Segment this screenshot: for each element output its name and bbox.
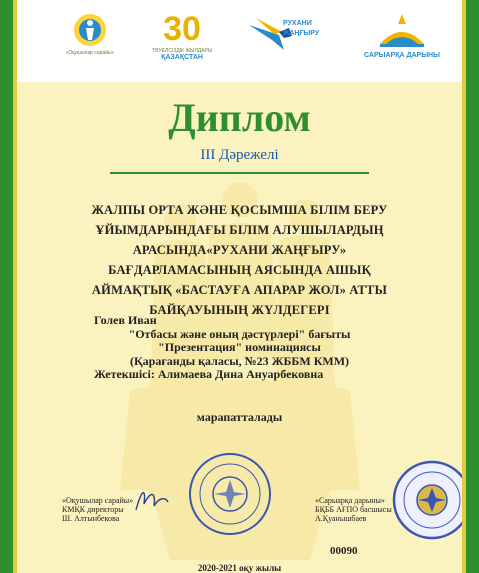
left-signatory-line: Ш. Алтынбекова: [62, 514, 120, 523]
logo-palace-of-students: [45, 10, 135, 76]
left-handwritten-signature: [132, 482, 172, 516]
right-signatory-line: «Сарыарқа дарыны»: [315, 496, 385, 505]
body-line: АРАСЫНДА«РУХАНИ ЖАҢҒЫРУ»: [132, 243, 347, 257]
body-line: ЖАЛПЫ ОРТА ЖӘНЕ ҚОСЫМША БІЛІМ БЕРУ: [91, 203, 388, 217]
left-signatory-line: КМҚК директоры: [62, 505, 124, 514]
saryarka-caption: САРЫАРҚА ДАРЫНЫ: [364, 52, 440, 59]
title-underline: [110, 172, 369, 174]
right-signatory-line: БҚББ АҒПО басшысы: [315, 505, 392, 514]
left-signatory-line: «Оқушылар сарайы»: [62, 496, 134, 505]
right-inner-border: [462, 0, 466, 573]
right-signatory-line: А.Қуанышбаев: [315, 514, 367, 523]
right-seal-icon: [392, 458, 462, 542]
recipient-school: (Қарағанды қаласы, №23 ЖББМ КММ): [129, 353, 350, 368]
awarded-text: марапатталады: [196, 410, 283, 424]
recipient-block: [80, 314, 399, 382]
body-line: АЙМАҚТЫҚ «БАСТАУҒА АПАРАР ЖОЛ» АТТЫ: [91, 283, 388, 297]
left-inner-border: [13, 0, 17, 573]
diploma-title: Диплом: [168, 95, 311, 140]
logo-30-years: [137, 10, 227, 76]
right-border: [466, 0, 479, 573]
thirty-caption-top: ТӘУЕЛСІЗДІК ЖЫЛДАРЫ: [151, 48, 213, 54]
thirty-label: 30: [163, 10, 201, 48]
logo-saryarka-daryny: [357, 10, 447, 76]
left-border: [0, 0, 13, 573]
diploma-body: [80, 200, 399, 320]
palace-logo-caption: «Оқушылар сарайы»: [65, 50, 115, 56]
recipient-name: Голев Иван: [94, 313, 157, 327]
saryarka-logo-icon: [372, 10, 432, 52]
diploma-number: 00090: [330, 545, 358, 557]
center-seal-icon: [188, 452, 272, 536]
body-line: ҰЙЫМДАРЫНДАҒЫ БІЛІМ АЛУШЫЛАРДЫҢ: [95, 223, 384, 237]
rukhani-line1: РУХАНИ: [283, 20, 312, 27]
logo-rukhani-zhangyru: [239, 10, 329, 76]
recipient-direction: "Отбасы және оның дәстүрлері" бағыты: [128, 326, 351, 341]
diploma-degree: III Дәрежелі: [200, 147, 279, 163]
thirty-caption-bottom: ҚАЗАҚСТАН: [161, 54, 203, 61]
recipient-nomination: "Презентация" номинациясы: [158, 340, 321, 354]
logo-bar: [17, 0, 462, 82]
academic-year: 2020-2021 оқу жылы: [197, 563, 282, 573]
body-line: БАЙҚАУЫНЫҢ ЖҮЛДЕГЕРІ: [149, 303, 330, 317]
recipient-supervisor: Жетекшісі: Алимаева Дина Ануарбековна: [94, 367, 324, 381]
rukhani-line2: ЖАҢҒЫРУ: [283, 30, 320, 37]
body-line: БАҒДАРЛАМАСЫНЫҢ АЯСЫНДА АШЫҚ: [108, 263, 371, 277]
palace-logo-icon: [67, 10, 113, 50]
